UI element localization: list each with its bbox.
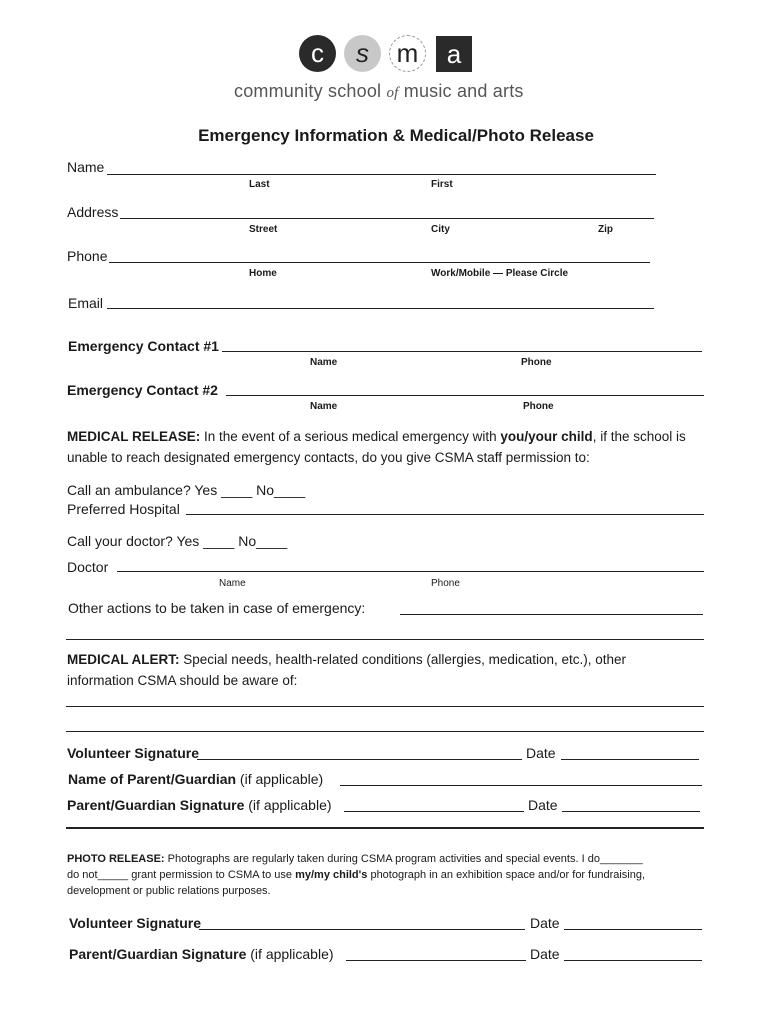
logo-letter-a: a: [436, 36, 472, 72]
phone-label: Phone: [67, 248, 108, 264]
other-actions-label: Other actions to be taken in case of emergency:: [68, 600, 366, 616]
photo-parent-date-line[interactable]: [564, 960, 702, 961]
volunteer-date-line[interactable]: [561, 759, 699, 760]
photo-release-line3: development or public relations purposes.: [67, 885, 271, 897]
phone-input-line[interactable]: [109, 262, 650, 263]
ambulance-question[interactable]: Call an ambulance? Yes ____ No____: [67, 482, 306, 498]
address-label: Address: [67, 204, 119, 220]
parent-date-label: Date: [528, 797, 558, 813]
photo-volunteer-signature-label: Volunteer Signature: [69, 915, 201, 931]
preferred-hospital-line[interactable]: [186, 514, 704, 515]
logo-tagline: community school of music and arts: [234, 81, 524, 101]
doctor-phone-sublabel: Phone: [431, 578, 460, 589]
emergency-contact-1-name-sublabel: Name: [310, 357, 338, 368]
address-street-sublabel: Street: [249, 224, 278, 235]
other-actions-line-1[interactable]: [400, 614, 703, 615]
photo-parent-date-label: Date: [530, 946, 560, 962]
medical-alert-paragraph-line1: MEDICAL ALERT: Special needs, health-related conditions (allergies, medication, etc.), other: [67, 652, 626, 667]
photo-parent-signature-line[interactable]: [346, 960, 526, 961]
preferred-hospital-label: Preferred Hospital: [67, 501, 180, 517]
name-input-line[interactable]: [107, 174, 656, 175]
logo-letter-m: m: [389, 35, 426, 72]
volunteer-signature-label: Volunteer Signature: [67, 745, 199, 761]
medical-release-paragraph-line1: MEDICAL RELEASE: In the event of a serious medical emergency with you/your child, if the school is: [67, 429, 686, 444]
volunteer-date-label: Date: [526, 745, 556, 761]
photo-parent-signature-label: Parent/Guardian Signature (if applicable): [69, 946, 334, 962]
address-input-line[interactable]: [120, 218, 654, 219]
other-actions-line-2[interactable]: [66, 639, 704, 640]
parent-signature-label: Parent/Guardian Signature (if applicable): [67, 797, 332, 813]
emergency-contact-2-phone-sublabel: Phone: [523, 401, 554, 412]
parent-name-label: Name of Parent/Guardian (if applicable): [68, 771, 324, 787]
section-divider: [66, 827, 704, 829]
photo-release-line1: PHOTO RELEASE: Photographs are regularly taken during CSMA program activities and special events. I do_______: [67, 853, 643, 865]
page-title: Emergency Information & Medical/Photo Release: [198, 126, 594, 145]
doctor-question[interactable]: Call your doctor? Yes ____ No____: [67, 533, 288, 549]
volunteer-signature-line[interactable]: [197, 759, 522, 760]
medical-alert-line-1[interactable]: [66, 706, 704, 707]
doctor-line[interactable]: [117, 571, 704, 572]
photo-volunteer-date-label: Date: [530, 915, 560, 931]
medical-release-paragraph-line2: unable to reach designated emergency contacts, do you give CSMA staff permission to:: [67, 450, 590, 465]
emergency-contact-2-name-sublabel: Name: [310, 401, 338, 412]
emergency-contact-1-phone-sublabel: Phone: [521, 357, 552, 368]
photo-volunteer-date-line[interactable]: [564, 929, 702, 930]
emergency-contact-2-line[interactable]: [226, 395, 704, 396]
photo-release-line2: do not_____ grant permission to CSMA to use my/my child's photograph in an exhibition space and/or for fundraising,: [67, 869, 646, 881]
email-label: Email: [68, 295, 104, 311]
medical-alert-paragraph-line2: information CSMA should be aware of:: [67, 673, 298, 688]
doctor-name-sublabel: Name: [219, 578, 246, 589]
photo-volunteer-signature-line[interactable]: [199, 929, 525, 930]
phone-home-sublabel: Home: [249, 268, 277, 279]
name-first-sublabel: First: [431, 179, 453, 190]
parent-date-line[interactable]: [562, 811, 700, 812]
name-label: Name: [67, 159, 105, 175]
address-zip-sublabel: Zip: [598, 224, 613, 235]
logo-letter-c: c: [299, 35, 336, 72]
emergency-contact-2-label: Emergency Contact #2: [67, 382, 218, 398]
phone-work-sublabel: Work/Mobile — Please Circle: [431, 268, 569, 279]
name-last-sublabel: Last: [249, 179, 270, 190]
medical-alert-line-2[interactable]: [66, 731, 704, 732]
parent-signature-line[interactable]: [344, 811, 524, 812]
doctor-label: Doctor: [67, 559, 109, 575]
logo-letter-s: s: [344, 35, 381, 72]
address-city-sublabel: City: [431, 224, 450, 235]
parent-name-line[interactable]: [340, 785, 702, 786]
email-input-line[interactable]: [107, 308, 654, 309]
emergency-contact-1-line[interactable]: [222, 351, 702, 352]
emergency-contact-1-label: Emergency Contact #1: [68, 338, 219, 354]
